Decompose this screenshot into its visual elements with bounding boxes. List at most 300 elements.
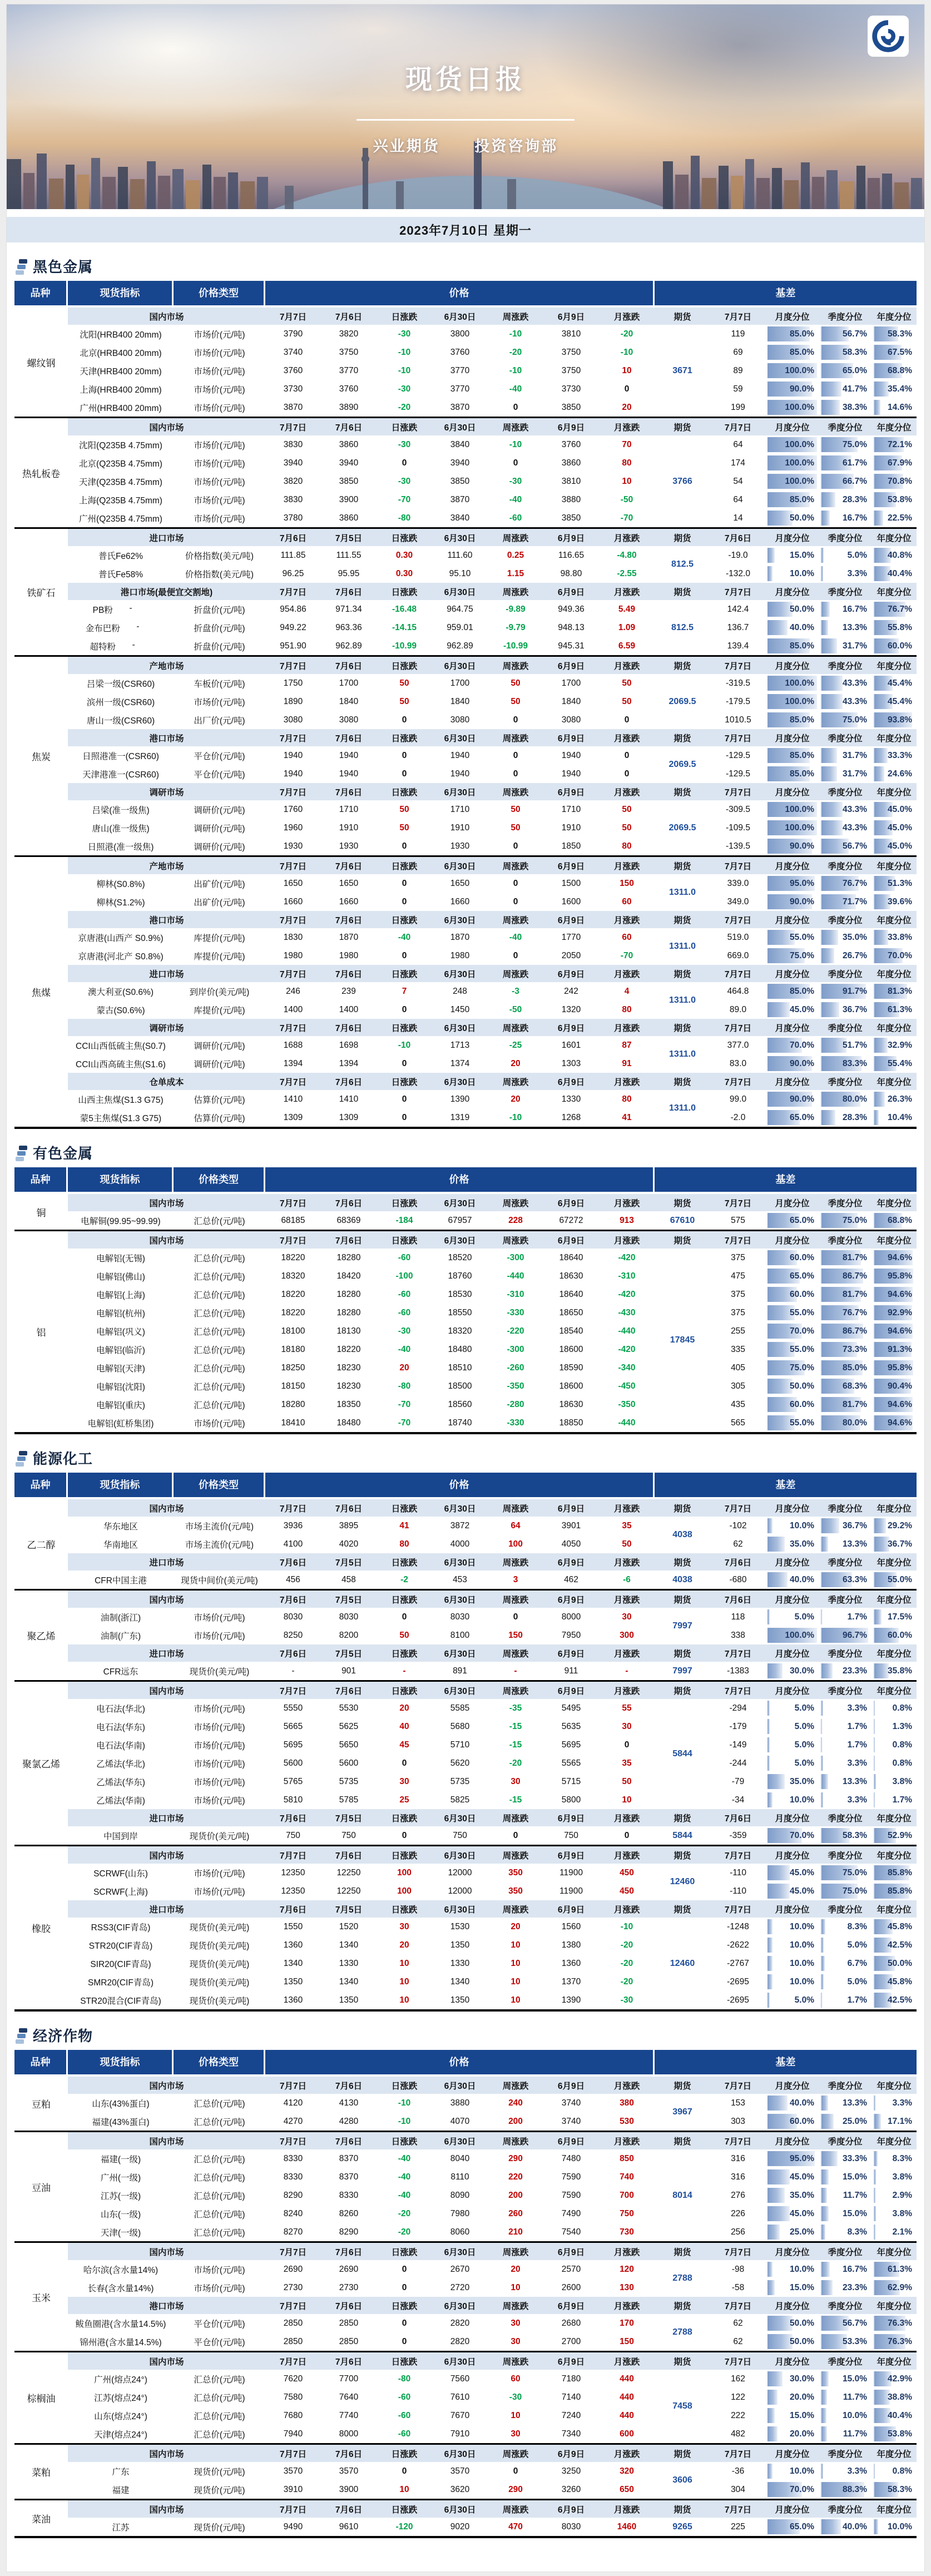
percentile-value: 90.0% bbox=[790, 841, 814, 851]
column-label: 月涨跌 bbox=[613, 915, 640, 925]
price-cell: 12000 bbox=[448, 1886, 472, 1896]
yearly-percentile-cell bbox=[873, 820, 915, 835]
indicator-cell bbox=[68, 2226, 174, 2238]
change-cell: -15 bbox=[509, 1795, 522, 1805]
price-cell: 11900 bbox=[559, 1867, 583, 1877]
column-label: 周涨跌 bbox=[502, 2449, 529, 2459]
quarterly-percentile-cell bbox=[820, 2169, 870, 2184]
column-label: 7月6日 bbox=[335, 861, 363, 871]
commodity-group bbox=[14, 1845, 917, 2009]
price-cell: 962.89 bbox=[335, 641, 362, 651]
price-cell: 18320 bbox=[281, 1271, 305, 1281]
column-label: 7月6日 bbox=[335, 2137, 363, 2147]
column-label: 周涨跌 bbox=[502, 533, 529, 543]
quarterly-percentile-cell bbox=[820, 1360, 870, 1375]
change-cell: -40 bbox=[509, 932, 522, 942]
change-cell: -20 bbox=[620, 1976, 633, 1987]
basis-cell: 405 bbox=[731, 1363, 745, 1373]
percentile-bar bbox=[821, 2390, 827, 2405]
indicator-text: 山东(熔点24°) bbox=[94, 2411, 147, 2421]
column-label: 期货 bbox=[674, 1077, 691, 1087]
change-cell: -420 bbox=[618, 1344, 636, 1354]
monthly-percentile-cell bbox=[767, 511, 817, 526]
data-row bbox=[68, 1662, 917, 1680]
percentile-bar bbox=[821, 930, 838, 945]
futures-value: 812.5 bbox=[671, 622, 694, 632]
column-label: 季度分位 bbox=[828, 861, 863, 871]
percentile-value: 85.0% bbox=[790, 769, 814, 779]
price-cell: 456 bbox=[286, 1574, 300, 1584]
column-label: 6月9日 bbox=[557, 423, 585, 433]
percentile-value: 65.0% bbox=[790, 1271, 814, 1281]
commodity-group bbox=[14, 1499, 917, 1589]
basis-cell: 69 bbox=[733, 347, 743, 357]
percentile-value: 32.9% bbox=[888, 1041, 912, 1050]
column-label: 季度分位 bbox=[828, 2081, 863, 2091]
commodity-blocks bbox=[68, 657, 917, 855]
change-cell: -440 bbox=[618, 1326, 636, 1336]
column-label: 期货 bbox=[674, 2505, 691, 2515]
price-cell: 1940 bbox=[283, 750, 303, 760]
column-label: 年度分位 bbox=[876, 312, 912, 322]
indicator-text: 福建 bbox=[112, 2485, 130, 2495]
percentile-bar bbox=[874, 2169, 876, 2184]
commodity-group bbox=[14, 1194, 917, 1230]
change-cell: 20 bbox=[399, 1703, 409, 1713]
price-cell: 18230 bbox=[336, 1363, 361, 1373]
quarterly-percentile-cell bbox=[820, 1002, 870, 1017]
price-cell: 7340 bbox=[561, 2429, 581, 2439]
yearly-percentile-cell bbox=[873, 2408, 915, 2423]
price-cell: 3810 bbox=[561, 329, 581, 339]
percentile-value: 75.0% bbox=[843, 440, 867, 449]
column-label: 6月9日 bbox=[557, 587, 585, 597]
indicator-cell bbox=[68, 696, 174, 708]
price-cell: 7680 bbox=[283, 2410, 303, 2420]
percentile-value: 94.6% bbox=[888, 1418, 912, 1428]
percentile-value: 11.7% bbox=[843, 2191, 867, 2200]
indicator-text: 广州(Q235B 4.75mm) bbox=[79, 514, 162, 524]
price-cell: 1940 bbox=[339, 769, 359, 779]
percentile-value: 24.6% bbox=[888, 769, 912, 779]
column-label: 季度分位 bbox=[828, 1649, 863, 1659]
percentile-value: 85.0% bbox=[790, 348, 814, 357]
column-label: 7月7日 bbox=[724, 661, 752, 671]
percentile-value: 85.0% bbox=[790, 329, 814, 339]
column-label: 6月9日 bbox=[557, 1851, 585, 1861]
column-label: 月度分位 bbox=[775, 915, 810, 925]
column-label: 日涨跌 bbox=[391, 1814, 418, 1824]
percentile-bar bbox=[821, 400, 840, 415]
indicator-text: 上海(HRB400 20mm) bbox=[80, 385, 162, 395]
price-type-cell: 市场价(元/吨) bbox=[194, 2283, 245, 2293]
percentile-value: 2.9% bbox=[892, 2191, 912, 2200]
market-subheader bbox=[68, 529, 917, 546]
section-bullet-icon bbox=[16, 2028, 27, 2045]
change-cell: 150 bbox=[620, 2336, 634, 2346]
price-cell: 18550 bbox=[448, 1307, 472, 1317]
data-row bbox=[68, 819, 917, 837]
quarterly-percentile-cell bbox=[820, 1956, 870, 1971]
percentile-bar bbox=[767, 1572, 788, 1587]
change-cell: -40 bbox=[509, 384, 522, 394]
column-label: 6月9日 bbox=[557, 1236, 585, 1246]
change-cell: 1460 bbox=[617, 2521, 637, 2532]
column-label: 年度分位 bbox=[876, 1023, 912, 1033]
percentile-value: 15.0% bbox=[843, 2172, 867, 2182]
change-cell: 25 bbox=[399, 1795, 409, 1805]
percentile-value: 10.0% bbox=[790, 569, 814, 578]
data-row bbox=[68, 380, 917, 398]
price-cell: 18280 bbox=[336, 1252, 361, 1262]
column-label: 月度分位 bbox=[775, 312, 810, 322]
price-cell: 7940 bbox=[283, 2429, 303, 2439]
quarterly-percentile-cell bbox=[820, 1305, 870, 1320]
indicator-text: 福建(一级) bbox=[100, 2154, 141, 2164]
monthly-percentile-cell bbox=[767, 363, 817, 378]
price-cell: 8030 bbox=[561, 2521, 581, 2532]
market-label: 调研市场 bbox=[149, 1023, 184, 1033]
price-type-cell: 调研价(元/吨) bbox=[194, 824, 245, 834]
indicator-text: 中国到岸 bbox=[103, 1831, 138, 1841]
percentile-value: 61.7% bbox=[843, 458, 867, 468]
price-type-cell: 汇总价(元/吨) bbox=[194, 2099, 245, 2109]
column-label: 年度分位 bbox=[876, 2505, 912, 2515]
column-label: 6月30日 bbox=[444, 1558, 476, 1568]
data-row bbox=[68, 800, 917, 819]
company-logo bbox=[868, 16, 909, 57]
percentile-value: 65.0% bbox=[843, 366, 867, 375]
price-type-cell: 现货价(美元/吨) bbox=[189, 1959, 250, 1969]
market-label: 进口市场 bbox=[149, 533, 184, 543]
indicator-cell bbox=[68, 2465, 174, 2478]
price-type-cell: 市场价(元/吨) bbox=[194, 477, 245, 487]
indicator-text: 山西主焦煤(S1.3 G75) bbox=[78, 1095, 164, 1105]
basis-cell: 118 bbox=[731, 1612, 745, 1622]
column-label: 日涨跌 bbox=[391, 1851, 418, 1861]
column-label: 6月9日 bbox=[557, 1558, 585, 1568]
market-label: 进口市场 bbox=[149, 1649, 184, 1659]
column-label: 月度分位 bbox=[775, 587, 810, 597]
price-cell: 2850 bbox=[283, 2336, 303, 2346]
percentile-value: 43.3% bbox=[843, 678, 867, 688]
column-label: 期货 bbox=[674, 1851, 691, 1861]
change-cell: 210 bbox=[508, 2227, 523, 2237]
change-cell: -3 bbox=[512, 986, 519, 996]
price-cell: 3740 bbox=[561, 2098, 581, 2108]
price-cell: 18740 bbox=[448, 1418, 472, 1428]
quarterly-percentile-cell bbox=[820, 1974, 870, 1989]
price-cell: 1940 bbox=[561, 750, 581, 760]
percentile-value: 75.0% bbox=[843, 1868, 867, 1877]
percentile-value: 85.0% bbox=[790, 495, 814, 504]
change-cell: -60 bbox=[398, 2392, 411, 2402]
data-row bbox=[68, 1791, 917, 1809]
market-block bbox=[68, 1591, 917, 1644]
price-cell: 3790 bbox=[283, 329, 303, 339]
percentile-bar bbox=[874, 1092, 885, 1107]
column-label: 7月7日 bbox=[279, 2449, 307, 2459]
change-cell: 290 bbox=[508, 2153, 523, 2163]
price-cell: 1330 bbox=[450, 1958, 470, 1968]
yearly-percentile-cell bbox=[873, 1919, 915, 1934]
price-cell: 1930 bbox=[339, 841, 359, 851]
percentile-value: 75.0% bbox=[843, 1886, 867, 1896]
price-cell: 18150 bbox=[281, 1381, 305, 1391]
indicator-text: 澳大利亚(S0.6%) bbox=[88, 987, 153, 997]
column-label: 7月7日 bbox=[724, 2357, 752, 2367]
futures-value: 12460 bbox=[670, 1958, 695, 1968]
percentile-bar bbox=[821, 1110, 835, 1125]
price-cell: 5625 bbox=[339, 1721, 359, 1731]
column-label: 7月5日 bbox=[335, 533, 363, 543]
quarterly-percentile-cell bbox=[820, 548, 870, 563]
price-cell: 8250 bbox=[283, 1630, 303, 1640]
indicator-text: 上海(Q235B 4.75mm) bbox=[79, 496, 162, 506]
column-label: 6月30日 bbox=[444, 1504, 476, 1514]
percentile-value: 55.4% bbox=[888, 1059, 912, 1068]
column-label: 6月9日 bbox=[557, 312, 585, 322]
indicator-text: CCI山西高硫主焦(S1.6) bbox=[76, 1059, 166, 1069]
percentile-value: 72.1% bbox=[888, 440, 912, 449]
data-row bbox=[68, 2480, 917, 2499]
change-cell: 0 bbox=[513, 896, 518, 906]
quarterly-percentile-cell bbox=[820, 1250, 870, 1265]
basis-cell: -309.5 bbox=[726, 804, 750, 814]
futures-value: 7997 bbox=[672, 1621, 692, 1631]
change-cell: 0 bbox=[402, 1758, 407, 1768]
price-type-cell: 汇总价(元/吨) bbox=[194, 2411, 245, 2421]
data-row bbox=[68, 2406, 917, 2425]
indicator-sub-text: - bbox=[129, 603, 132, 613]
column-label: 月度分位 bbox=[775, 1504, 810, 1514]
indicator-text: 华南地区 bbox=[103, 1540, 138, 1550]
change-cell: 50 bbox=[399, 823, 409, 833]
column-label: 年度分位 bbox=[876, 1814, 912, 1824]
quarterly-percentile-cell bbox=[820, 894, 870, 909]
percentile-bar bbox=[821, 1774, 828, 1789]
indicator-cell bbox=[68, 1721, 174, 1733]
monthly-percentile-cell bbox=[767, 1993, 817, 2008]
percentile-bar bbox=[821, 1956, 825, 1971]
price-type-cell: 现货价(美元/吨) bbox=[189, 1978, 250, 1988]
percentile-value: 40.4% bbox=[888, 2411, 912, 2420]
percentile-value: 75.0% bbox=[843, 715, 867, 725]
change-cell: 50 bbox=[622, 1539, 632, 1549]
price-cell: 3570 bbox=[283, 2466, 303, 2476]
column-label: 周涨跌 bbox=[502, 2357, 529, 2367]
percentile-bar bbox=[821, 1719, 822, 1734]
commodity-blocks bbox=[68, 1231, 917, 1432]
basis-cell: -179.5 bbox=[726, 696, 750, 706]
price-cell: 2850 bbox=[339, 2318, 359, 2328]
market-block bbox=[68, 1682, 917, 1809]
data-row bbox=[68, 1267, 917, 1285]
report-subtitle bbox=[7, 119, 924, 156]
indicator-cell bbox=[68, 512, 174, 524]
column-label: 7月5日 bbox=[335, 1595, 363, 1605]
quarterly-percentile-cell bbox=[820, 1213, 870, 1228]
monthly-percentile-cell bbox=[767, 2334, 817, 2349]
basis-cell: 14 bbox=[733, 513, 743, 523]
price-cell: 2730 bbox=[283, 2282, 303, 2292]
futures-value: 5844 bbox=[672, 1749, 692, 1758]
quarterly-percentile-cell bbox=[820, 1884, 870, 1899]
percentile-value: 45.8% bbox=[888, 1922, 912, 1931]
column-label: 月涨跌 bbox=[613, 1198, 640, 1208]
change-cell: 750 bbox=[620, 2208, 634, 2218]
percentile-value: 1.7% bbox=[847, 1612, 867, 1622]
price-type-cell: 出矿价(元/吨) bbox=[194, 898, 245, 908]
change-cell: 10 bbox=[399, 1995, 409, 2005]
price-cell: 1700 bbox=[561, 678, 581, 688]
percentile-value: 56.7% bbox=[843, 841, 867, 851]
market-subheader bbox=[68, 1499, 917, 1517]
change-cell: 6.59 bbox=[618, 641, 636, 651]
column-label: 季度分位 bbox=[828, 661, 863, 671]
data-row bbox=[68, 692, 917, 711]
column-label: 期货 bbox=[674, 2137, 691, 2147]
price-cell: 750 bbox=[453, 1830, 467, 1840]
price-type-cell: 价格指数(美元/吨) bbox=[185, 551, 254, 561]
yearly-percentile-cell bbox=[873, 766, 915, 781]
column-label: 日涨跌 bbox=[391, 2357, 418, 2367]
change-cell: -10 bbox=[620, 1921, 633, 1931]
change-cell: -10.99 bbox=[392, 641, 417, 651]
commodity-label bbox=[14, 2077, 68, 2131]
price-cell: 8370 bbox=[339, 2153, 359, 2163]
price-type-cell: 市场主流价(元/吨) bbox=[185, 1540, 254, 1550]
commodity-blocks bbox=[68, 2077, 917, 2131]
percentile-value: 68.3% bbox=[843, 1381, 867, 1391]
basis-cell: 375 bbox=[731, 1307, 745, 1317]
percentile-value: 1.7% bbox=[892, 1795, 912, 1805]
indicator-text: 金布巴粉 bbox=[85, 623, 120, 633]
quarterly-percentile-cell bbox=[820, 1572, 870, 1587]
percentile-bar bbox=[821, 1537, 828, 1552]
column-label: 7月7日 bbox=[279, 587, 307, 597]
data-row bbox=[68, 711, 917, 729]
percentile-bar bbox=[821, 2464, 823, 2479]
column-label: 6月30日 bbox=[444, 1198, 476, 1208]
section-header bbox=[16, 256, 917, 276]
yearly-percentile-cell bbox=[873, 1974, 915, 1989]
column-label: 7月7日 bbox=[279, 1851, 307, 1861]
change-cell: -35 bbox=[509, 1703, 522, 1713]
percentile-value: 10.0% bbox=[790, 1977, 814, 1987]
column-label: 月度分位 bbox=[775, 2247, 810, 2257]
change-cell: 10 bbox=[622, 476, 632, 486]
commodity-name: 聚氯乙烯 bbox=[22, 1759, 60, 1770]
change-cell: - bbox=[625, 1666, 628, 1676]
indicator-cell bbox=[68, 1611, 174, 1623]
yearly-percentile-cell bbox=[873, 1397, 915, 1412]
data-row bbox=[68, 600, 917, 618]
indicator-text: 蒙5主焦煤(S1.3 G75) bbox=[80, 1113, 162, 1123]
indicator-cell bbox=[68, 549, 174, 562]
price-cell: 1360 bbox=[561, 1958, 581, 1968]
column-label: 6月30日 bbox=[444, 1905, 476, 1915]
basis-cell: -132.0 bbox=[726, 568, 750, 578]
basis-cell: 62 bbox=[733, 1539, 743, 1549]
change-cell: -80 bbox=[398, 1381, 411, 1391]
percentile-value: 90.0% bbox=[790, 384, 814, 394]
percentile-value: 10.0% bbox=[790, 1940, 814, 1950]
percentile-value: 71.7% bbox=[843, 897, 867, 906]
column-label: 日涨跌 bbox=[391, 1077, 418, 1087]
indicator-text: 乙烯法(华南) bbox=[96, 1796, 145, 1806]
change-cell: 30 bbox=[622, 1721, 632, 1731]
price-type-cell: 市场价(元/吨) bbox=[194, 403, 245, 413]
indicator-cell bbox=[68, 1665, 174, 1677]
percentile-bar bbox=[767, 1792, 772, 1807]
percentile-value: 85.0% bbox=[790, 715, 814, 725]
yearly-percentile-cell bbox=[873, 676, 915, 691]
column-label: 7月6日 bbox=[724, 1595, 752, 1605]
commodity-blocks bbox=[68, 2500, 917, 2536]
indicator-cell bbox=[68, 1739, 174, 1751]
indicator-cell bbox=[68, 2189, 174, 2202]
column-label: 7月7日 bbox=[724, 423, 752, 433]
market-label: 产地市场 bbox=[149, 861, 184, 871]
basis-cell: 349.0 bbox=[727, 896, 749, 906]
basis-cell: 375 bbox=[731, 1289, 745, 1299]
market-subheader bbox=[68, 2243, 917, 2260]
change-cell: -10 bbox=[509, 329, 522, 339]
price-cell: 1940 bbox=[283, 769, 303, 779]
quarterly-percentile-cell bbox=[820, 2519, 870, 2534]
price-cell: 7560 bbox=[450, 2374, 470, 2384]
percentile-value: 10.0% bbox=[843, 2411, 867, 2420]
change-cell: 200 bbox=[508, 2190, 523, 2200]
column-label: 7月7日 bbox=[279, 734, 307, 744]
column-label: 6月30日 bbox=[444, 423, 476, 433]
price-cell: 962.89 bbox=[447, 641, 473, 651]
column-label: 年度分位 bbox=[876, 2137, 912, 2147]
change-cell: -80 bbox=[398, 2374, 411, 2384]
percentile-bar bbox=[767, 1756, 770, 1771]
quarterly-percentile-cell bbox=[820, 694, 870, 709]
column-label: 7月6日 bbox=[335, 2301, 363, 2311]
column-label: 7月7日 bbox=[279, 661, 307, 671]
quarterly-percentile-cell bbox=[820, 676, 870, 691]
price-cell: 18640 bbox=[559, 1289, 583, 1299]
quarterly-percentile-cell bbox=[820, 2225, 870, 2240]
data-row bbox=[68, 1717, 917, 1736]
price-cell: 5695 bbox=[561, 1740, 581, 1750]
change-cell: -70 bbox=[620, 950, 633, 960]
percentile-bar bbox=[767, 620, 788, 635]
percentile-value: 65.0% bbox=[790, 1216, 814, 1225]
data-row bbox=[68, 618, 917, 637]
price-cell: 18630 bbox=[559, 1271, 583, 1281]
quarterly-percentile-cell bbox=[820, 712, 870, 727]
price-cell: 1840 bbox=[450, 696, 470, 706]
monthly-percentile-cell bbox=[767, 602, 817, 617]
change-cell: -60 bbox=[398, 2429, 411, 2439]
change-cell: 50 bbox=[622, 696, 632, 706]
price-cell: 18500 bbox=[448, 1381, 472, 1391]
column-label: 7月7日 bbox=[724, 2247, 752, 2257]
futures-value: 9265 bbox=[672, 2521, 692, 2532]
change-cell: -40 bbox=[398, 2190, 411, 2200]
indicator-text: 江苏(熔点24°) bbox=[94, 2393, 147, 2403]
market-subheader bbox=[68, 2077, 917, 2094]
monthly-percentile-cell bbox=[767, 1002, 817, 1017]
percentile-value: 100.0% bbox=[785, 366, 814, 375]
commodity-blocks bbox=[68, 1846, 917, 2009]
column-label: 6月9日 bbox=[557, 1023, 585, 1033]
